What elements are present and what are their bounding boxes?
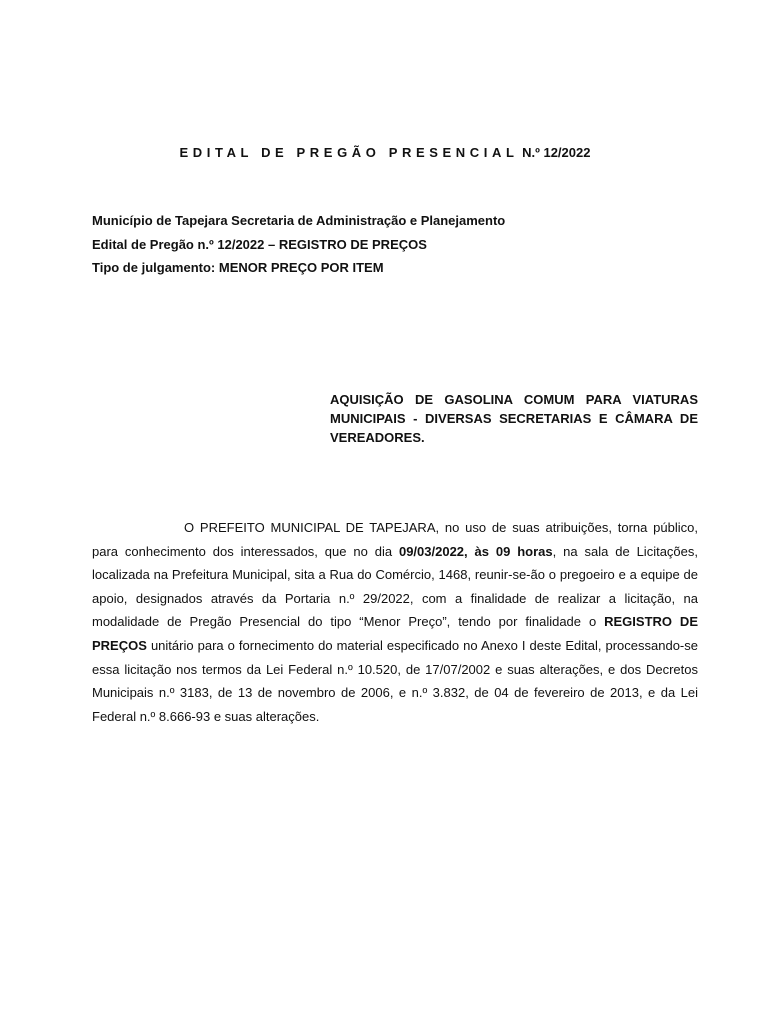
title-number: N.º 12/2022 bbox=[522, 145, 591, 160]
body-paragraph bbox=[92, 516, 698, 728]
session-date: 09/03/2022, às 09 horas bbox=[398, 543, 553, 559]
procurement-object: AQUISIÇÃO DE GASOLINA COMUM PARA VIATURAS MUNICIPAIS - DIVERSAS SECRETARIAS E CÂMARA DE VEREADORES. bbox=[330, 392, 698, 445]
registro-precos: REGISTRO DE PREÇOS bbox=[92, 614, 698, 653]
body-text-1: O PREFEITO MUNICIPAL DE TAPEJARA, no uso de suas atribuições, torna público, para conhecimento dos interessados, que no dia bbox=[92, 520, 698, 559]
body-text-2: , na sala de Licitações, localizada na Prefeitura Municipal, sita a Rua do Comércio, 1468, reunir-se-ão o pregoeiro e a equipe de apoio, designados através da Portaria n.º 29/2022, com a finalidade de realizar a licitação, na modalidade de Pregão Presencial do tipo “Menor Preço”, tendo por finalidade o bbox=[92, 543, 698, 630]
document-title bbox=[0, 145, 770, 160]
municipality-line: Município de Tapejara Secretaria de Administração e Planejamento bbox=[92, 213, 506, 228]
title-text: EDITAL DE PREGÃO PRESENCIAL bbox=[179, 145, 519, 160]
edital-line: Edital de Pregão n.º 12/2022 – REGISTRO DE PREÇOS bbox=[92, 236, 427, 252]
header-info bbox=[92, 212, 505, 283]
body-text-3: unitário para o fornecimento do material especificado no Anexo I deste Edital, processando-se essa licitação nos termos da Lei Federal n.º 10.520, de 17/07/2002 e suas alterações, e dos Decretos Municipais n.º 3183, de 13 de novembro de 2006, e n.º 3.832, de 04 de fevereiro de 2013, e da Lei Federal n.º 8.666-93 e suas alterações. bbox=[92, 637, 698, 724]
judgment-type-line: Tipo de julgamento: MENOR PREÇO POR ITEM bbox=[92, 260, 384, 275]
